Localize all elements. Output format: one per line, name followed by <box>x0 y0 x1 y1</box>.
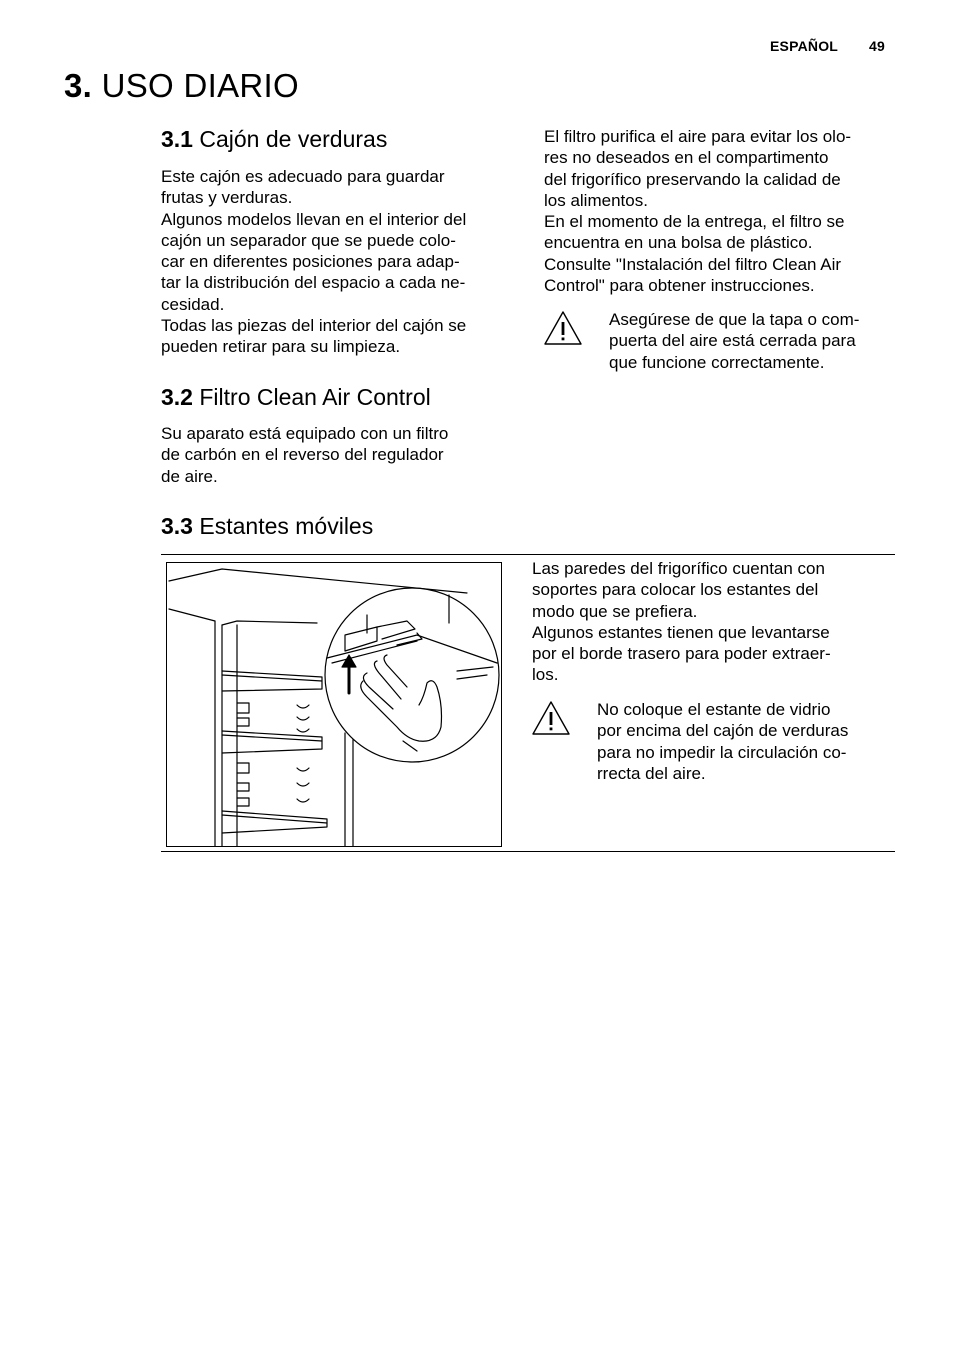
page-number: 49 <box>869 38 885 54</box>
chapter-title-text: USO DIARIO <box>101 67 299 104</box>
section-rule-top <box>161 554 895 555</box>
warning-triangle-icon <box>543 310 583 346</box>
running-header-language: ESPAÑOL <box>770 38 839 54</box>
section-number: 3.3 <box>161 513 193 539</box>
section-number: 3.1 <box>161 126 193 152</box>
section-title: Filtro Clean Air Control <box>199 384 431 410</box>
section-number: 3.2 <box>161 384 193 410</box>
section-rule-bottom <box>161 851 895 852</box>
section-3-1-body: Este cajón es adecuado para guardar frutas y verduras. Algunos modelos llevan en el interior del cajón un separador que se puede colo- car en diferentes posiciones para adap- tar la distribución del espacio a cada ne- cesidad. Todas las piezas del interior del cajón se pueden retirar para su limpieza. <box>161 167 467 357</box>
section-title: Cajón de verduras <box>199 126 388 152</box>
refrigerator-shelves-drawing <box>167 563 501 846</box>
warning-text-glass-shelf: No coloque el estante de vidrio por encima del cajón de verduras para no impedir la circulación co- rrecta del aire. <box>597 700 849 783</box>
section-heading-3-3 <box>161 511 373 541</box>
chapter-title <box>64 62 299 110</box>
section-heading-3-2 <box>161 382 431 412</box>
section-3-2-body: Su aparato está equipado con un filtro de carbón en el reverso del regulador de aire. <box>161 424 449 486</box>
section-title: Estantes móviles <box>199 513 374 539</box>
warning-text-air-flap: Asegúrese de que la tapa o com- puerta del aire está cerrada para que funcione correctamente. <box>609 310 860 372</box>
section-3-2-body-continued: El filtro purifica el aire para evitar los olo- res no deseados en el compartimento del frigorífico preservando la calidad de los alimentos. En el momento de la entrega, el filtro se encuentra en una bolsa de plástico. Consulte "Instalación del filtro Clean Air Control" para obtener instrucciones. <box>544 127 852 296</box>
chapter-number: 3. <box>64 67 93 104</box>
section-heading-3-1 <box>161 124 387 154</box>
shelf-removal-illustration <box>166 562 502 847</box>
warning-triangle-icon <box>531 700 571 736</box>
section-3-3-body: Las paredes del frigorífico cuentan con soportes para colocar los estantes del modo que se prefiera. Algunos estantes tienen que levantarse por el borde trasero para poder extraer- los. <box>532 559 831 685</box>
